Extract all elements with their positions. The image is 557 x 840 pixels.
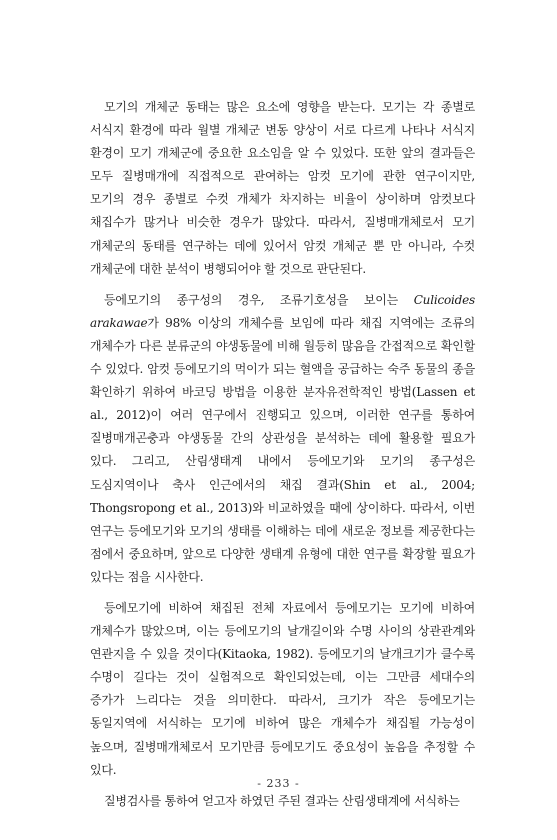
paragraph-disease-testing-intro: 질병검사를 통하여 얻고자 하였던 주된 결과는 산림생태계에 서식하는	[104, 793, 460, 808]
paragraph-midge-abundance-and-wing-size: 등에모기에 비하여 채집된 전체 자료에서 등에모기는 모기에 비하여 개체수가 많았으며, 이는 등에모기의 날개길이와 수명 사이의 상관관계와 연관지을 수 있을 것이다(Kitaoka, 1982). 등에모기의 날개크기가 클수록 수명이 길다는 것이 실험적으로 확인되었는데, 이는 그만큼 세대수의 증가가 느리다는 것을 의미한다. 따라서, 크기가 작은 등에모기는 동일지역에 서식하는 모기에 비하여 많은 개체수가 채집될 가능성이 높으며, 질병매개체로서 모기만큼 등에모기도 중요성이 높음을 추정할 수 있다.	[90, 600, 475, 777]
paragraph-biting-midge-species-composition: 등에모기의 종구성의 경우, 조류기호성을 보이는 Culicoides arakawae가 98% 이상의 개체수를 보임에 따라 채집 지역에는 조류의 개체수가 다른 분류군의 야생동물에 비해 월등히 많음을 간접적으로 확인할 수 있었다. 암컷 등에모기의 먹이가 되는 혈액을 공급하는 숙주 동물의 종을 확인하기 위하여 바코딩 방법을 이용한 분자유전학적인 방법(Lassen et al., 2012)이 여러 연구에서 진행되고 있으며, 이러한 연구를 통하여 질병매개곤충과 야생동물 간의 상관성을 분석하는 데에 활용할 필요가 있다. 그리고, 산림생태계 내에서 등에모기와 모기의 종구성은 도심지역이나 축사 인근에서의 채집 결과(Shin et al., 2004; Thongsropong et al., 2013)와 비교하였을 때에 상이하다. 따라서, 이번 연구는 등에모기와 모기의 생태를 이해하는 데에 새로운 정보를 제공한다는 점에서 중요하며, 앞으로 다양한 생태계 유형에 대한 연구를 확장할 필요가 있다는 점을 시사한다.	[90, 292, 475, 584]
species-name: Culicoides arakawae	[90, 292, 475, 330]
body-text	[90, 96, 475, 821]
page-number: - 233 -	[257, 777, 300, 790]
paragraph-mosquito-population-dynamics: 모기의 개체군 동태는 많은 요소에 영향을 받는다. 모기는 각 종별로 서식지 환경에 따라 월별 개체군 변동 양상이 서로 다르게 나타나 서식지 환경이 모기 개체군에 중요한 요소임을 알 수 있었다. 또한 앞의 결과들은 모두 질병매개에 직접적으로 관여하는 암컷 모기에 관한 연구이지만, 모기의 경우 종별로 수컷 개체가 차지하는 비율이 상이하며 암컷보다 채집수가 많거나 비슷한 경우가 많았다. 따라서, 질병매개체로서 모기 개체군의 동태를 연구하는 데에 있어서 암컷 개체군 뿐 만 아니라, 수컷 개체군에 대한 분석이 병행되어야 할 것으로 판단된다.	[90, 100, 475, 276]
